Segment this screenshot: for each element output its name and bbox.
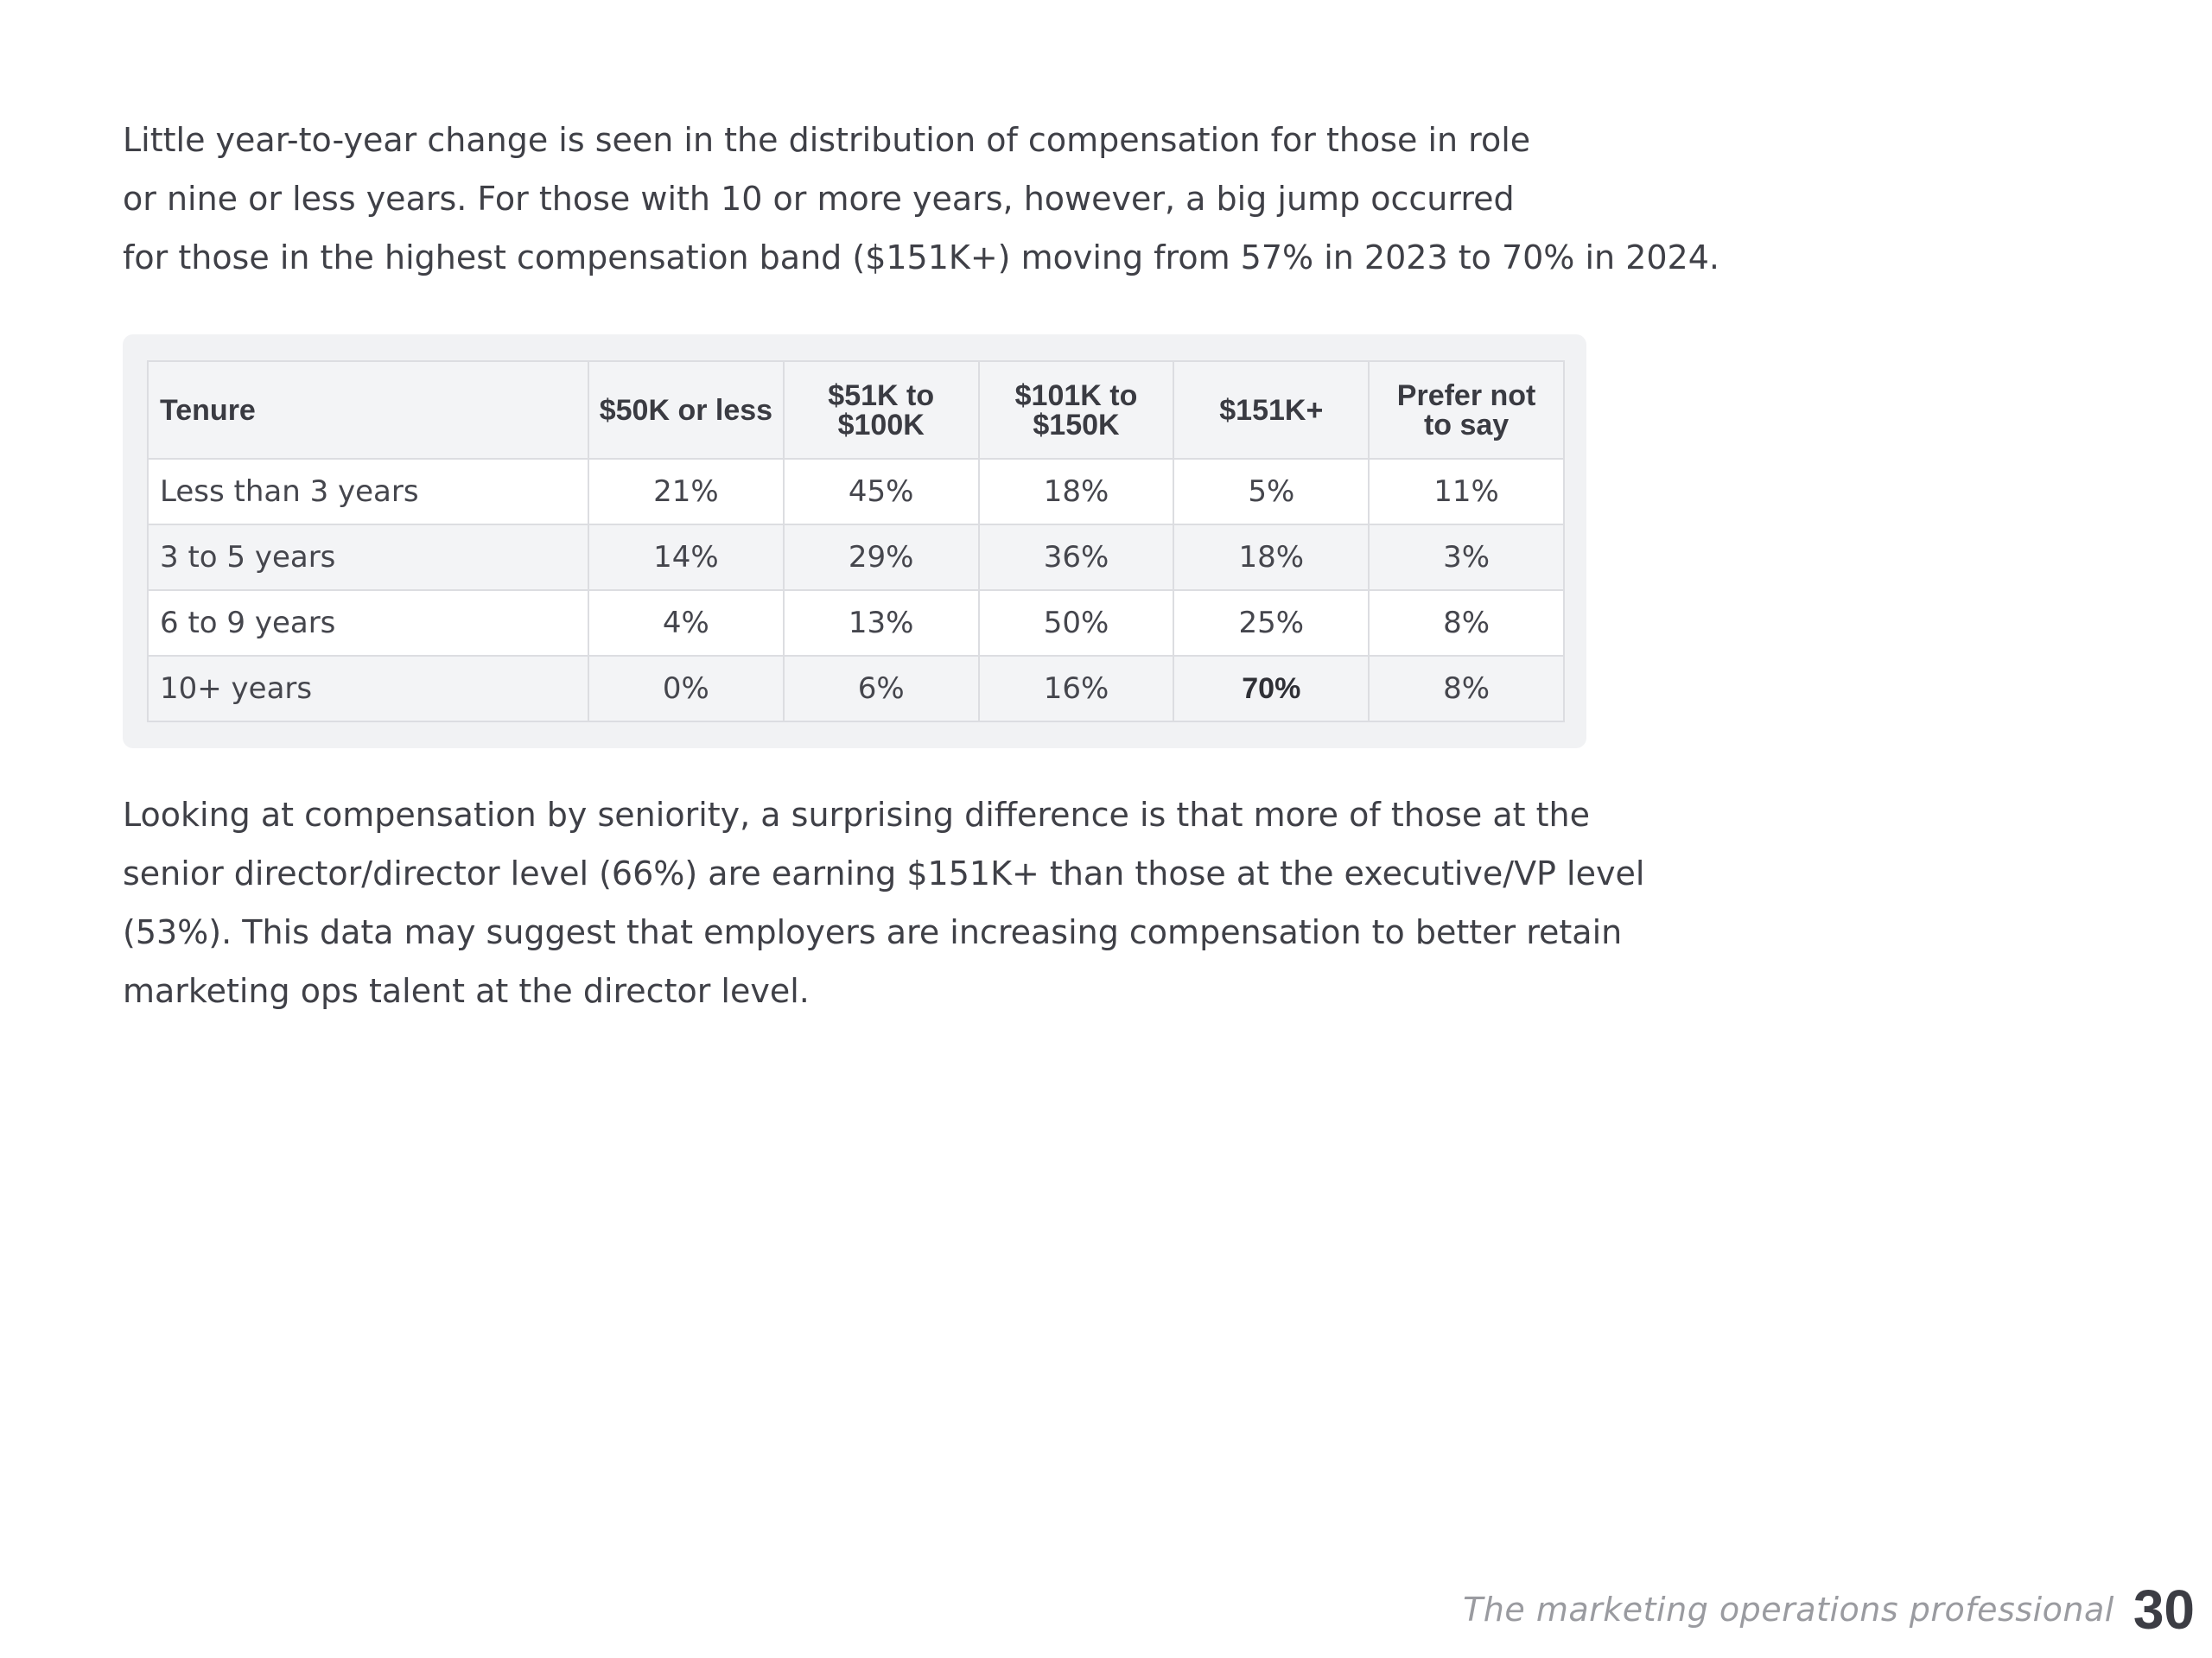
header-50k-or-less: $50K or less <box>588 361 784 459</box>
table-cell: 0% <box>588 656 784 721</box>
closing-line: Looking at compensation by seniority, a surprising difference is that more of those at the <box>123 796 1590 834</box>
table-cell: 21% <box>588 459 784 524</box>
table-header-row <box>148 361 1564 459</box>
table-cell: 8% <box>1369 590 1564 656</box>
table-row <box>148 590 1564 656</box>
header-101k-to-150k: $101K to $150K <box>979 361 1174 459</box>
table-cell: 3% <box>1369 524 1564 590</box>
table-cell: 18% <box>1173 524 1369 590</box>
table-cell: 5% <box>1173 459 1369 524</box>
table-cell: 50% <box>979 590 1174 656</box>
table-cell: 45% <box>784 459 979 524</box>
compensation-table-card <box>123 334 1586 748</box>
table-row <box>148 656 1564 721</box>
header-tenure: Tenure <box>148 361 588 459</box>
header-51k-to-100k: $51K to $100K <box>784 361 979 459</box>
footer-title: The marketing operations professional <box>1463 1591 2114 1629</box>
table-cell: 16% <box>979 656 1174 721</box>
table-cell: 8% <box>1369 656 1564 721</box>
table-cell: 18% <box>979 459 1174 524</box>
intro-paragraph <box>123 111 1747 287</box>
table-cell: 4% <box>588 590 784 656</box>
table-row <box>148 524 1564 590</box>
closing-line: (53%). This data may suggest that employers are increasing compensation to better retain <box>123 913 1623 951</box>
page-footer <box>1463 1571 2195 1648</box>
table-cell: 25% <box>1173 590 1369 656</box>
header-prefer-not-to-say: Prefer not to say <box>1369 361 1564 459</box>
table-cell: 29% <box>784 524 979 590</box>
highlighted-cell: 70% <box>1173 656 1369 721</box>
closing-paragraph <box>123 785 1747 1020</box>
tenure-cell: Less than 3 years <box>148 459 588 524</box>
closing-line: senior director/director level (66%) are earning $151K+ than those at the executive/VP level <box>123 854 1645 893</box>
table-cell: 6% <box>784 656 979 721</box>
tenure-cell: 10+ years <box>148 656 588 721</box>
table-cell: 13% <box>784 590 979 656</box>
intro-line: or nine or less years. For those with 10 or more years, however, a big jump occurred <box>123 180 1515 218</box>
header-151k-plus: $151K+ <box>1173 361 1369 459</box>
table-cell: 36% <box>979 524 1174 590</box>
intro-line: for those in the highest compensation band ($151K+) moving from 57% in 2023 to 70% in 2024. <box>123 238 1719 276</box>
tenure-cell: 6 to 9 years <box>148 590 588 656</box>
table-row <box>148 459 1564 524</box>
table-cell: 14% <box>588 524 784 590</box>
compensation-by-tenure-table <box>147 360 1565 722</box>
closing-line: marketing ops talent at the director level. <box>123 972 810 1010</box>
intro-line: Little year-to-year change is seen in the distribution of compensation for those in role <box>123 121 1531 159</box>
table-cell: 11% <box>1369 459 1564 524</box>
tenure-cell: 3 to 5 years <box>148 524 588 590</box>
page-number: 30 <box>2133 1579 2195 1641</box>
